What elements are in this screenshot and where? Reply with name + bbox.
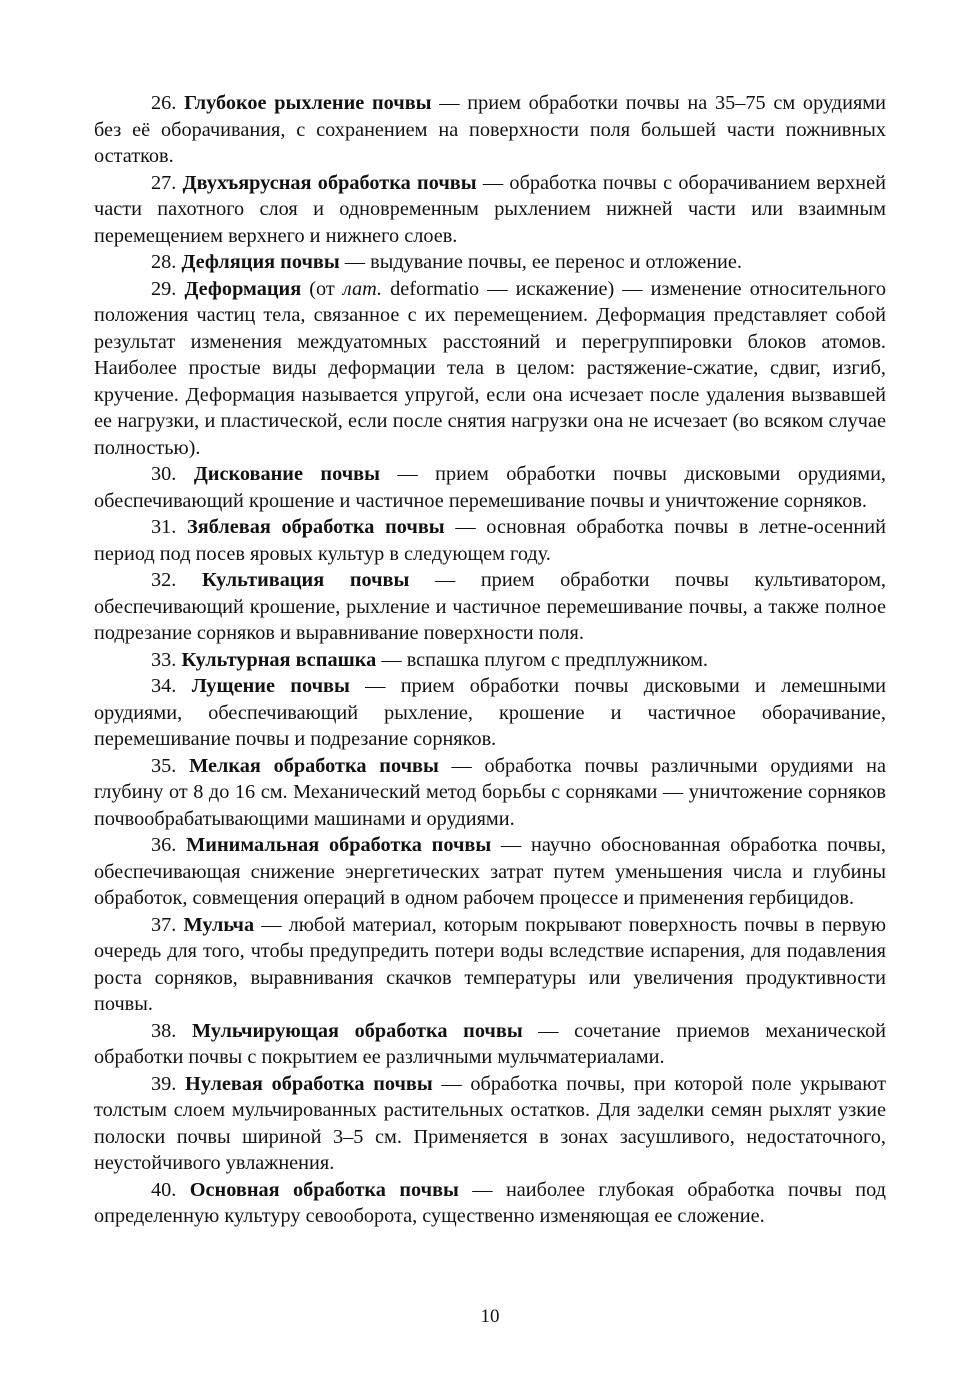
entry-term: Мульчирующая обработка почвы <box>191 1019 523 1042</box>
glossary-entry <box>94 647 886 674</box>
entry-definition: — обработка почвы с оборачиванием верхней части пахотного слоя и одновременным рыхлением нижней части или взаимным перемещением верхнего и нижнего слоев. <box>94 171 886 247</box>
entry-term: Культурная вспашка <box>181 648 377 671</box>
entry-term: Лущение почвы <box>191 675 350 697</box>
glossary-entry <box>94 832 886 912</box>
entry-number: 40. <box>151 1178 177 1201</box>
glossary-entry <box>94 1177 886 1230</box>
entry-definition: — научно обоснованная обработка почвы, обеспечивающая снижение энергетических затрат путем уменьшения числа и глубины обработок, совмещения операций в одном рабочем процессе и применения гербицидов. <box>94 834 886 909</box>
entry-definition: — наиболее глубокая обработка почвы под определенную культуру севооборота, существенно изменяющая ее сложение. <box>94 1178 886 1227</box>
document-page <box>94 90 886 1230</box>
entry-term: Минимальная обработка почвы <box>186 834 492 856</box>
entry-term: Дискование почвы <box>193 463 380 485</box>
entry-number: 28. <box>151 251 177 273</box>
entry-term: Дефляция почвы <box>181 251 340 273</box>
glossary-entry <box>94 170 886 250</box>
entry-definition: — прием обработки почвы дисковыми орудиями, обеспечивающий крошение и частичное перемешивание почвы и уничтожение сорняков. <box>94 463 886 512</box>
entry-term: Двухъярусная обработка почвы <box>182 171 477 194</box>
entry-number: 32. <box>151 569 177 591</box>
entry-definition: — прием обработки почвы культиватором, обеспечивающий крошение, рыхление и частичное перемешивание почвы, а также полное подрезание сорняков и выравнивание поверхности поля. <box>94 569 886 644</box>
entry-term: Нулевая обработка почвы <box>185 1072 433 1095</box>
glossary-entry <box>94 1071 886 1177</box>
entry-term: Основная обработка почвы <box>189 1178 459 1201</box>
entry-number: 37. <box>151 913 177 936</box>
glossary-entry <box>94 753 886 833</box>
entry-number: 35. <box>151 754 177 777</box>
entry-language-abbr: лат. <box>342 277 383 300</box>
glossary-entry <box>94 249 886 276</box>
entry-definition: — основная обработка почвы в летне-осенний период под посев яровых культур в следующем году. <box>94 516 886 565</box>
entry-etymology-prefix: (от <box>301 277 343 300</box>
entry-number: 34. <box>151 675 177 697</box>
entry-number: 36. <box>151 834 177 856</box>
page-number: 10 <box>480 1306 500 1327</box>
entry-number: 29. <box>151 277 177 300</box>
entry-number: 31. <box>151 516 177 538</box>
entry-number: 27. <box>151 171 177 194</box>
entry-definition: — любой материал, которым покрывают поверхность почвы в первую очередь для того, чтобы предупредить потери воды вследствие испарения, для подавления роста сорняков, выравнивания скачков температуры или увеличения продуктивности почвы. <box>94 913 886 1015</box>
entry-term: Культивация почвы <box>201 569 410 591</box>
entry-number: 30. <box>151 463 177 485</box>
entry-term: Мульча <box>183 913 255 936</box>
glossary-entry <box>94 514 886 567</box>
glossary-entry <box>94 912 886 1018</box>
entry-definition: — прием обработки почвы дисковыми и лемешными орудиями, обеспечивающий рыхление, крошение и частичное оборачивание, перемешивание почвы и подрезание сорняков. <box>94 675 886 750</box>
entry-definition: — сочетание приемов механической обработки почвы с покрытием ее различными мульчматериалами. <box>94 1019 886 1068</box>
glossary-entry <box>94 1018 886 1071</box>
entry-definition: — вспашка плугом с предплужником. <box>376 648 708 671</box>
entry-term: Мелкая обработка почвы <box>189 754 439 777</box>
entry-number: 26. <box>151 92 177 114</box>
entry-definition: — обработка почвы различными орудиями на глубину от 8 до 16 см. Механический метод борьбы с сорняками — уничтожение сорняков почвообрабатывающими машинами и орудиями. <box>94 754 887 830</box>
glossary-entry <box>94 90 886 170</box>
entry-term: Глубокое рыхление почвы <box>184 92 432 114</box>
entry-number: 33. <box>151 648 177 671</box>
entry-term: Зяблевая обработка почвы <box>187 516 445 538</box>
entry-definition: — обработка почвы, при которой поле укрывают толстым слоем мульчированных растительных остатков. Для заделки семян рыхлят узкие полоски почвы шириной 3–5 см. Применяется в зонах засушливого, недостаточного, неустойчивого увлажнения. <box>94 1072 886 1174</box>
entry-definition: — выдувание почвы, ее перенос и отложение. <box>339 251 742 273</box>
entry-term: Деформация <box>184 277 302 300</box>
entry-number: 39. <box>151 1072 177 1095</box>
entry-number: 38. <box>151 1019 177 1042</box>
glossary-entry <box>94 461 886 514</box>
entry-definition: — прием обработки почвы на 35–75 см орудиями без её оборачивания, с сохранением на поверхности поля большей части пожнивных остатков. <box>94 92 886 167</box>
glossary-entry <box>94 276 886 462</box>
glossary-entry <box>94 567 886 647</box>
entry-definition: deformatio — искажение) — изменение относительного положения частиц тела, связанное с их перемещением. Деформация представляет собой результат изменения междуатомных расстояний и перегруппировки блоков атомов. Наиболее простые виды деформации тела в целом: растяжение-сжатие, сдвиг, изгиб, кручение. Деформация называется упругой, если она исчезает после удаления вызвавшей ее нагрузки, и пластической, если после снятия нагрузки она не исчезает (во всяком случае полностью). <box>94 277 886 459</box>
glossary-entry <box>94 673 886 753</box>
